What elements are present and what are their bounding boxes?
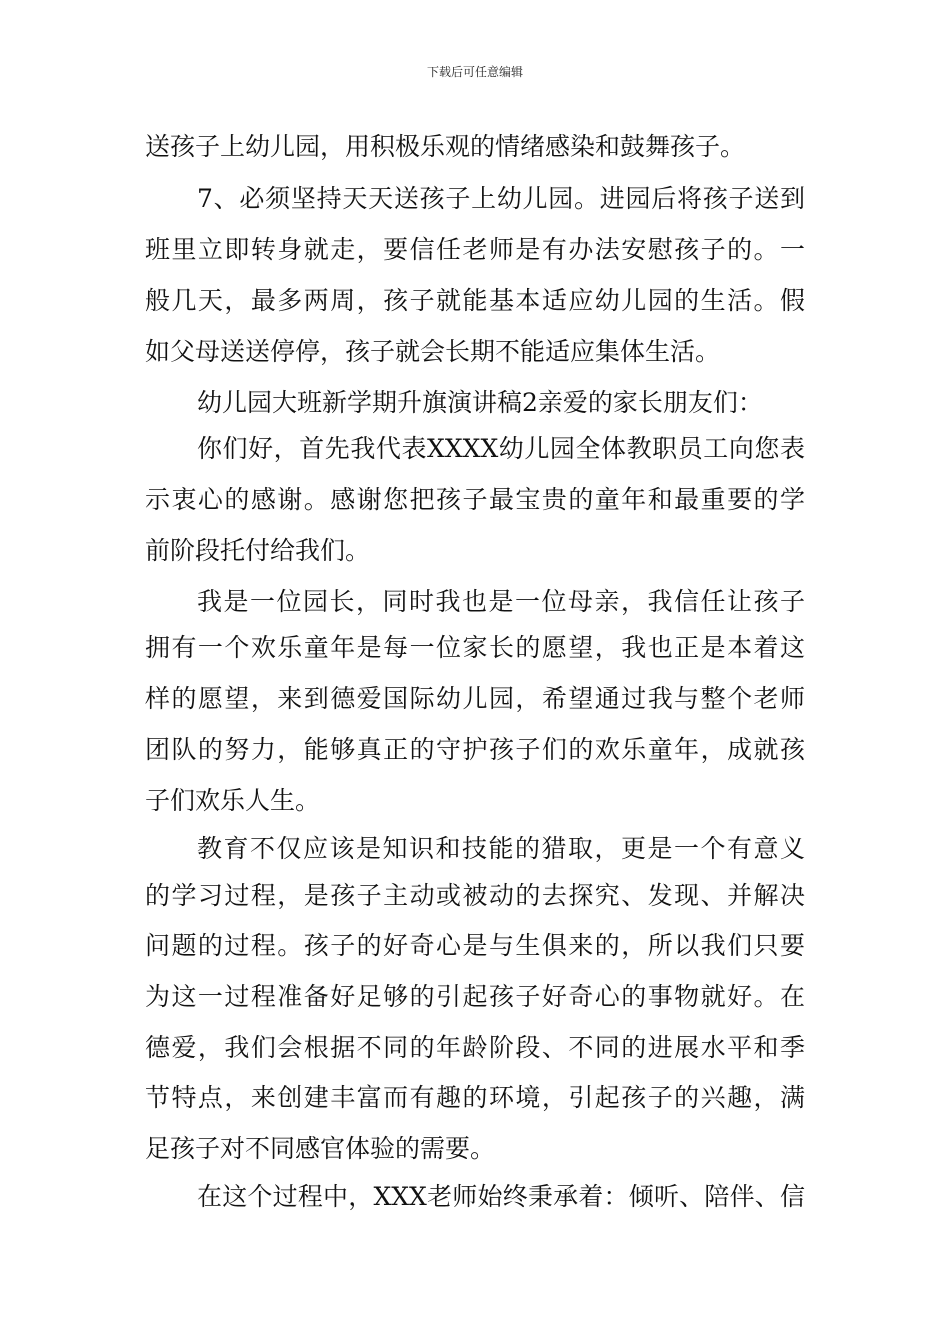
body-line: 样的愿望，来到德爱国际幼儿园，希望通过我与整个老师 [145, 684, 805, 713]
body-line: 德爱，我们会根据不同的年龄阶段、不同的进展水平和季 [145, 1033, 805, 1062]
body-line: 节特点，来创建丰富而有趣的环境，引起孩子的兴趣，满 [145, 1083, 805, 1112]
body-line: 般几天，最多两周，孩子就能基本适应幼儿园的生活。假 [145, 286, 805, 315]
body-line: 问题的过程。孩子的好奇心是与生俱来的，所以我们只要 [145, 931, 805, 960]
body-line: 前阶段托付给我们。 [145, 536, 371, 565]
body-line: 拥有一个欢乐童年是每一位家长的愿望，我也正是本着这 [145, 633, 805, 662]
body-line: 7、必须坚持天天送孩子上幼儿园。进园后将孩子送到 [197, 184, 805, 213]
body-line: 子们欢乐人生。 [145, 786, 321, 815]
body-line: 为这一过程准备好足够的引起孩子好奇心的事物就好。在 [145, 982, 805, 1011]
body-line: 足孩子对不同感官体验的需要。 [145, 1134, 496, 1163]
header-note: 下载后可任意编辑 [426, 65, 523, 79]
body-line: 如父母送送停停，孩子就会长期不能适应集体生活。 [145, 337, 721, 366]
body-line: 团队的努力，能够真正的守护孩子们的欢乐童年，成就孩 [145, 735, 805, 764]
body-line: 示衷心的感谢。感谢您把孩子最宝贵的童年和最重要的学 [145, 485, 805, 514]
body-line: 班里立即转身就走，要信任老师是有办法安慰孩子的。一 [145, 235, 805, 264]
body-line: 送孩子上幼儿园，用积极乐观的情绪感染和鼓舞孩子。 [145, 132, 746, 161]
body-line: 在这个过程中，XXX老师始终秉承着：倾听、陪伴、信 [197, 1182, 805, 1211]
body-line: 你们好，首先我代表XXXX幼儿园全体教职员工向您表 [197, 434, 805, 463]
body-line: 教育不仅应该是知识和技能的猎取，更是一个有意义 [197, 834, 805, 863]
body-line: 幼儿园大班新学期升旗演讲稿2亲爱的家长朋友们： [197, 388, 763, 417]
body-line: 的学习过程，是孩子主动或被动的去探究、发现、并解决 [145, 881, 805, 910]
body-line: 我是一位园长，同时我也是一位母亲，我信任让孩子 [197, 587, 805, 616]
